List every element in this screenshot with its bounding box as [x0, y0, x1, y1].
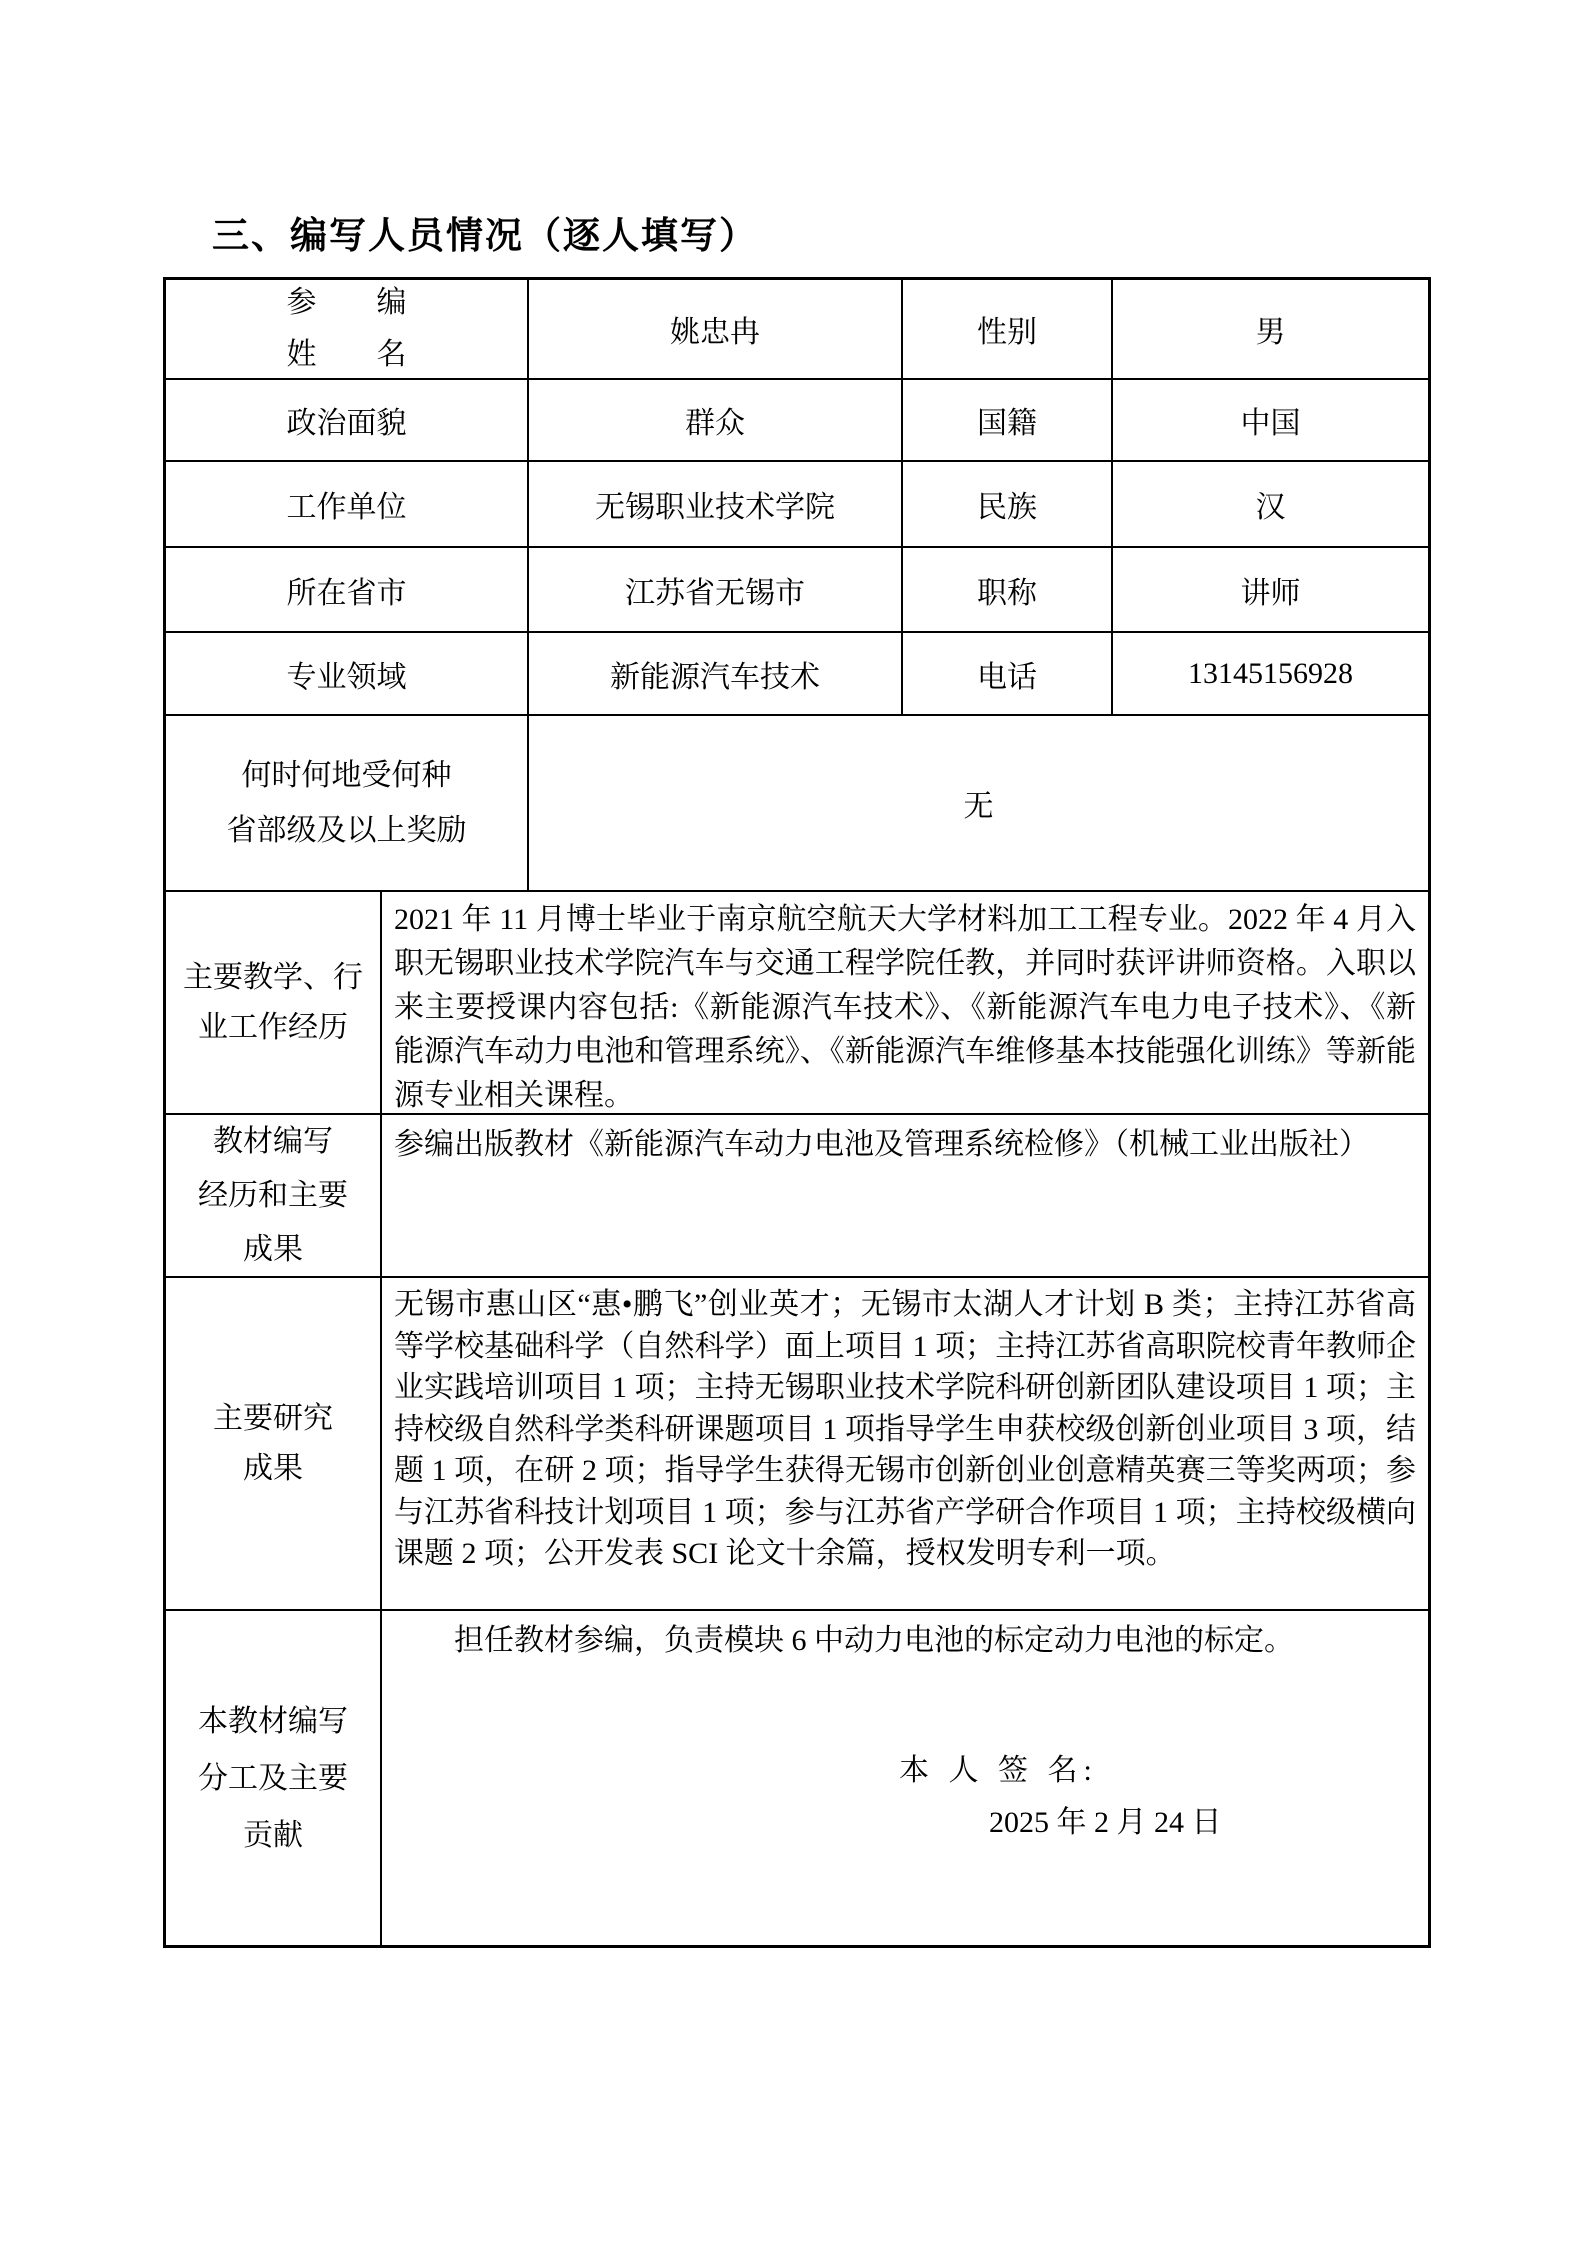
label-line: 省部级及以上奖励: [226, 814, 467, 847]
name-label-cell: [166, 280, 529, 378]
politics-value-cell: 群众: [529, 380, 903, 460]
label-line: 分工及主要: [198, 1761, 348, 1795]
gender-label-cell: 性别: [903, 280, 1113, 378]
politics-label-cell: 政治面貌: [166, 380, 529, 460]
province-value-cell: 江苏省无锡市: [529, 548, 903, 631]
table-row-contribution: [166, 1609, 1428, 1945]
name-value-cell: 姚忠冉: [529, 280, 903, 378]
contribution-label-cell: [166, 1611, 382, 1945]
textbook-value-cell: 参编出版教材《新能源汽车动力电池及管理系统检修》（机械工业出版社）: [394, 1128, 1369, 1161]
signature-date: 2025 年 2 月 24 日: [989, 1806, 1222, 1839]
table-row-textbook-experience: [166, 1113, 1428, 1276]
experience-label-cell: [166, 892, 382, 1113]
nationality-value-cell: 中国: [1240, 407, 1301, 440]
label-line: 教材编写: [213, 1124, 333, 1158]
table-row-workunit-ethnicity: [166, 460, 1428, 546]
table-row-awards: [166, 714, 1428, 890]
label-line: 成果: [243, 1451, 303, 1485]
gender-value-cell: 男: [1255, 316, 1286, 349]
phone-label-cell: 电话: [903, 633, 1113, 714]
label-line: 本教材编写: [198, 1704, 348, 1738]
label-line: 成果: [243, 1232, 303, 1266]
ethnicity-value-cell: 汉: [1255, 491, 1286, 524]
table-row-province-title: [166, 546, 1428, 631]
label-line: 何时何地受何种: [241, 759, 452, 792]
workunit-value-cell: 无锡职业技术学院: [529, 462, 903, 546]
contribution-value-cell: [382, 1611, 1428, 1945]
section-title: 三、编写人员情况（逐人填写）: [212, 215, 758, 256]
contribution-paragraph: 担任教材参编，负责模块 6 中动力电池的标定动力电池的标定。: [454, 1624, 1294, 1657]
personnel-info-table: [163, 277, 1431, 1948]
table-row-politics-nationality: [166, 378, 1428, 460]
label-line: 业工作经历: [198, 1010, 348, 1044]
label-line: 主要教学、行: [183, 960, 363, 994]
field-value-cell: 新能源汽车技术: [529, 633, 903, 714]
experience-value-cell: 2021 年 11 月博士毕业于南京航空航天大学材料加工工程专业。2022 年 4 月入职无锡职业技术学院汽车与交通工程学院任教，并同时获评讲师资格。入职以来主要授课内容包括:《新能源汽车技术》、《新能源汽车电力电子技术》、《新能源汽车动力电池和管理系统》、《新能源汽车维修基本技能强化训练》等新能源专业相关课程。: [394, 903, 1416, 1112]
table-row-name-gender: [166, 280, 1428, 378]
nationality-label-cell: 国籍: [903, 380, 1113, 460]
research-value-cell: 无锡市惠山区“惠•鹏飞”创业英才；无锡市太湖人才计划 B 类；主持江苏省高等学校基础科学（自然科学）面上项目 1 项；主持江苏省高职院校青年教师企业实践培训项目 1 项；主持无锡职业技术学院科研创新团队建设项目 1 项；主持校级自然科学类科研课题项目 1 项指导学生申获校级创新创业项目 3 项，结题 1 项，在研 2 项；指导学生获得无锡市创新创业创意精英赛三等奖两项；参与江苏省科技计划项目 1 项；参与江苏省产学研合作项目 1 项；主持校级横向课题 2 项；公开发表 SCI 论文十余篇，授权发明专利一项。: [394, 1288, 1416, 1570]
ethnicity-label-cell: 民族: [903, 462, 1113, 546]
label-line: 经历和主要: [198, 1178, 348, 1212]
research-label-cell: [166, 1278, 382, 1609]
table-row-teaching-experience: [166, 890, 1428, 1113]
label-line: 姓 名: [286, 338, 407, 371]
jobtitle-label-cell: 职称: [903, 548, 1113, 631]
textbook-label-cell: [166, 1115, 382, 1276]
phone-value-cell: 13145156928: [1188, 656, 1353, 690]
awards-label-cell: [166, 716, 529, 890]
label-line: 主要研究: [213, 1401, 333, 1435]
province-label-cell: 所在省市: [166, 548, 529, 631]
jobtitle-value-cell: 讲师: [1240, 576, 1301, 610]
label-line: 参 编: [286, 286, 407, 319]
signature-label: 本 人 签 名:: [899, 1754, 1098, 1787]
awards-value-cell: 无: [963, 790, 994, 823]
table-row-research-results: [166, 1276, 1428, 1609]
table-row-field-phone: [166, 631, 1428, 714]
workunit-label-cell: 工作单位: [166, 462, 529, 546]
label-line: 贡献: [243, 1818, 303, 1852]
field-label-cell: 专业领域: [166, 633, 529, 714]
